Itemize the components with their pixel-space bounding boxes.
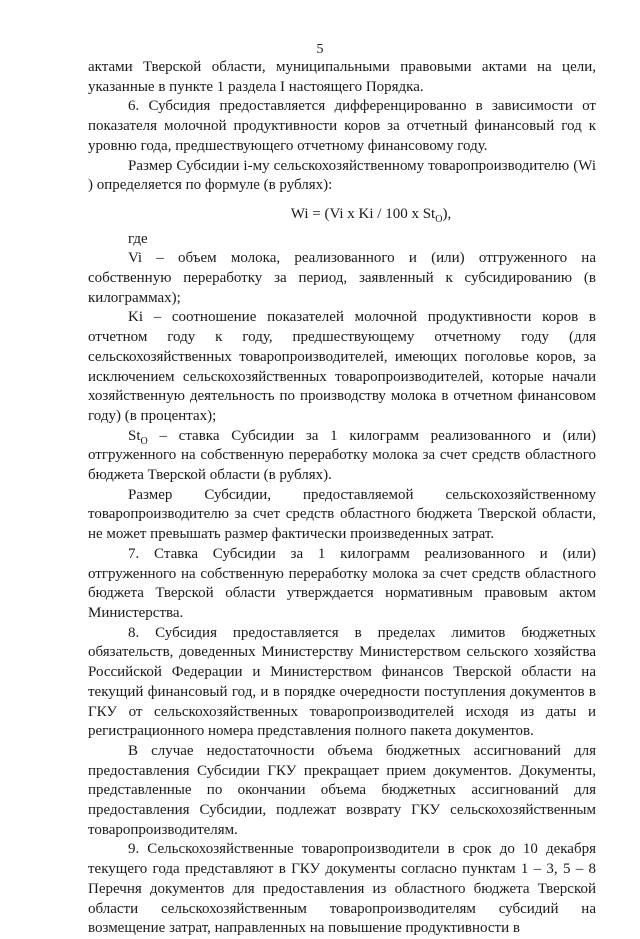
definition-vi: Vi – объем молока, реализованного и (или) отгруженного на собственную переработку за период, заявленный к субсидированию (в килограммах); [88,250,596,306]
paragraph-item-6: 6. Субсидия предоставляется дифференцированно в зависимости от показателя молочной продуктивности коров за отчетный финансовый год к уровню года, предшествующего отчетному финансовому году. [88,98,596,154]
page-number: 5 [316,42,324,57]
paragraph-insufficient-funds: В случае недостаточности объема бюджетных ассигнований для предоставления Субсидии ГКУ прекращает прием документов. Документы, представленные по окончании объема бюджетных ассигнований для предоставления Субсидии, подлежат возврату ГКУ сельскохозяйственным товаропроизводителям. [88,742,596,838]
paragraph-item-9: 9. Сельскохозяйственные товаропроизводители в срок до 10 декабря текущего года представляют в ГКУ документы согласно пунктам 1 – 3, 5 – 8 Перечня документов для предоставления из областного бюджета Тверской области сельскохозяйственным товаропроизводителям субсидий на возмещение затрат, направленных на повышение продуктивности в [88,841,596,937]
document-body [88,58,596,939]
definition-ki: Ki – соотношение показателей молочной продуктивности коров в отчетном году к году, предшествующему отчетному году (для сельскохозяйственных товаропроизводителей, имеющих поголовье коров, за исключением сельскохозяйственных товаропроизводителей, которые начали хозяйственную деятельность по производству молока в отчетном финансовом году) (в процентах); [88,309,596,424]
formula [146,205,596,225]
definition-st [88,427,596,486]
st-text: – ставка Субсидии за 1 килограмм реализованного и (или) отгруженного на собственную переработку молока за счет средств областного бюджета Тверской области (в рублях). [88,427,596,484]
paragraph-item-7: 7. Ставка Субсидии за 1 килограмм реализованного и (или) отгруженного на собственную переработку молока за счет средств областного бюджета Тверской области утверждается нормативным правовым актом Министерства. [88,545,596,621]
paragraph-continuation: актами Тверской области, муниципальными правовыми актами на цели, указанные в пункте 1 раздела I настоящего Порядка. [88,59,596,95]
st-subscript: O [140,435,148,447]
paragraph-item-8: 8. Субсидия предоставляется в пределах лимитов бюджетных обязательств, доведенных Министерству Министерством сельского хозяйства Российской Федерации и Министерством финансов Тверской области на текущий финансовый год, и в порядке очередности поступления документов в ГКУ от сельскохозяйственных товаропроизводителей исходя из даты и регистрационного номера представления полного пакета документов. [88,624,596,740]
formula-subscript: O [435,213,443,225]
formula-main: Wi = (Vi x Ki / 100 x St [290,205,436,222]
formula-tail: ), [442,205,452,222]
where-label: где [128,230,148,247]
st-symbol: St [128,427,141,444]
paragraph-subsidy-size: Размер Субсидии i-му сельскохозяйственному товаропроизводителю (Wi ) определяется по формуле (в рублях): [88,157,596,194]
paragraph-max-size: Размер Субсидии, предоставляемой сельскохозяйственному товаропроизводителю за счет средств областного бюджета Тверской области, не может превышать размер фактически произведенных затрат. [88,486,596,543]
